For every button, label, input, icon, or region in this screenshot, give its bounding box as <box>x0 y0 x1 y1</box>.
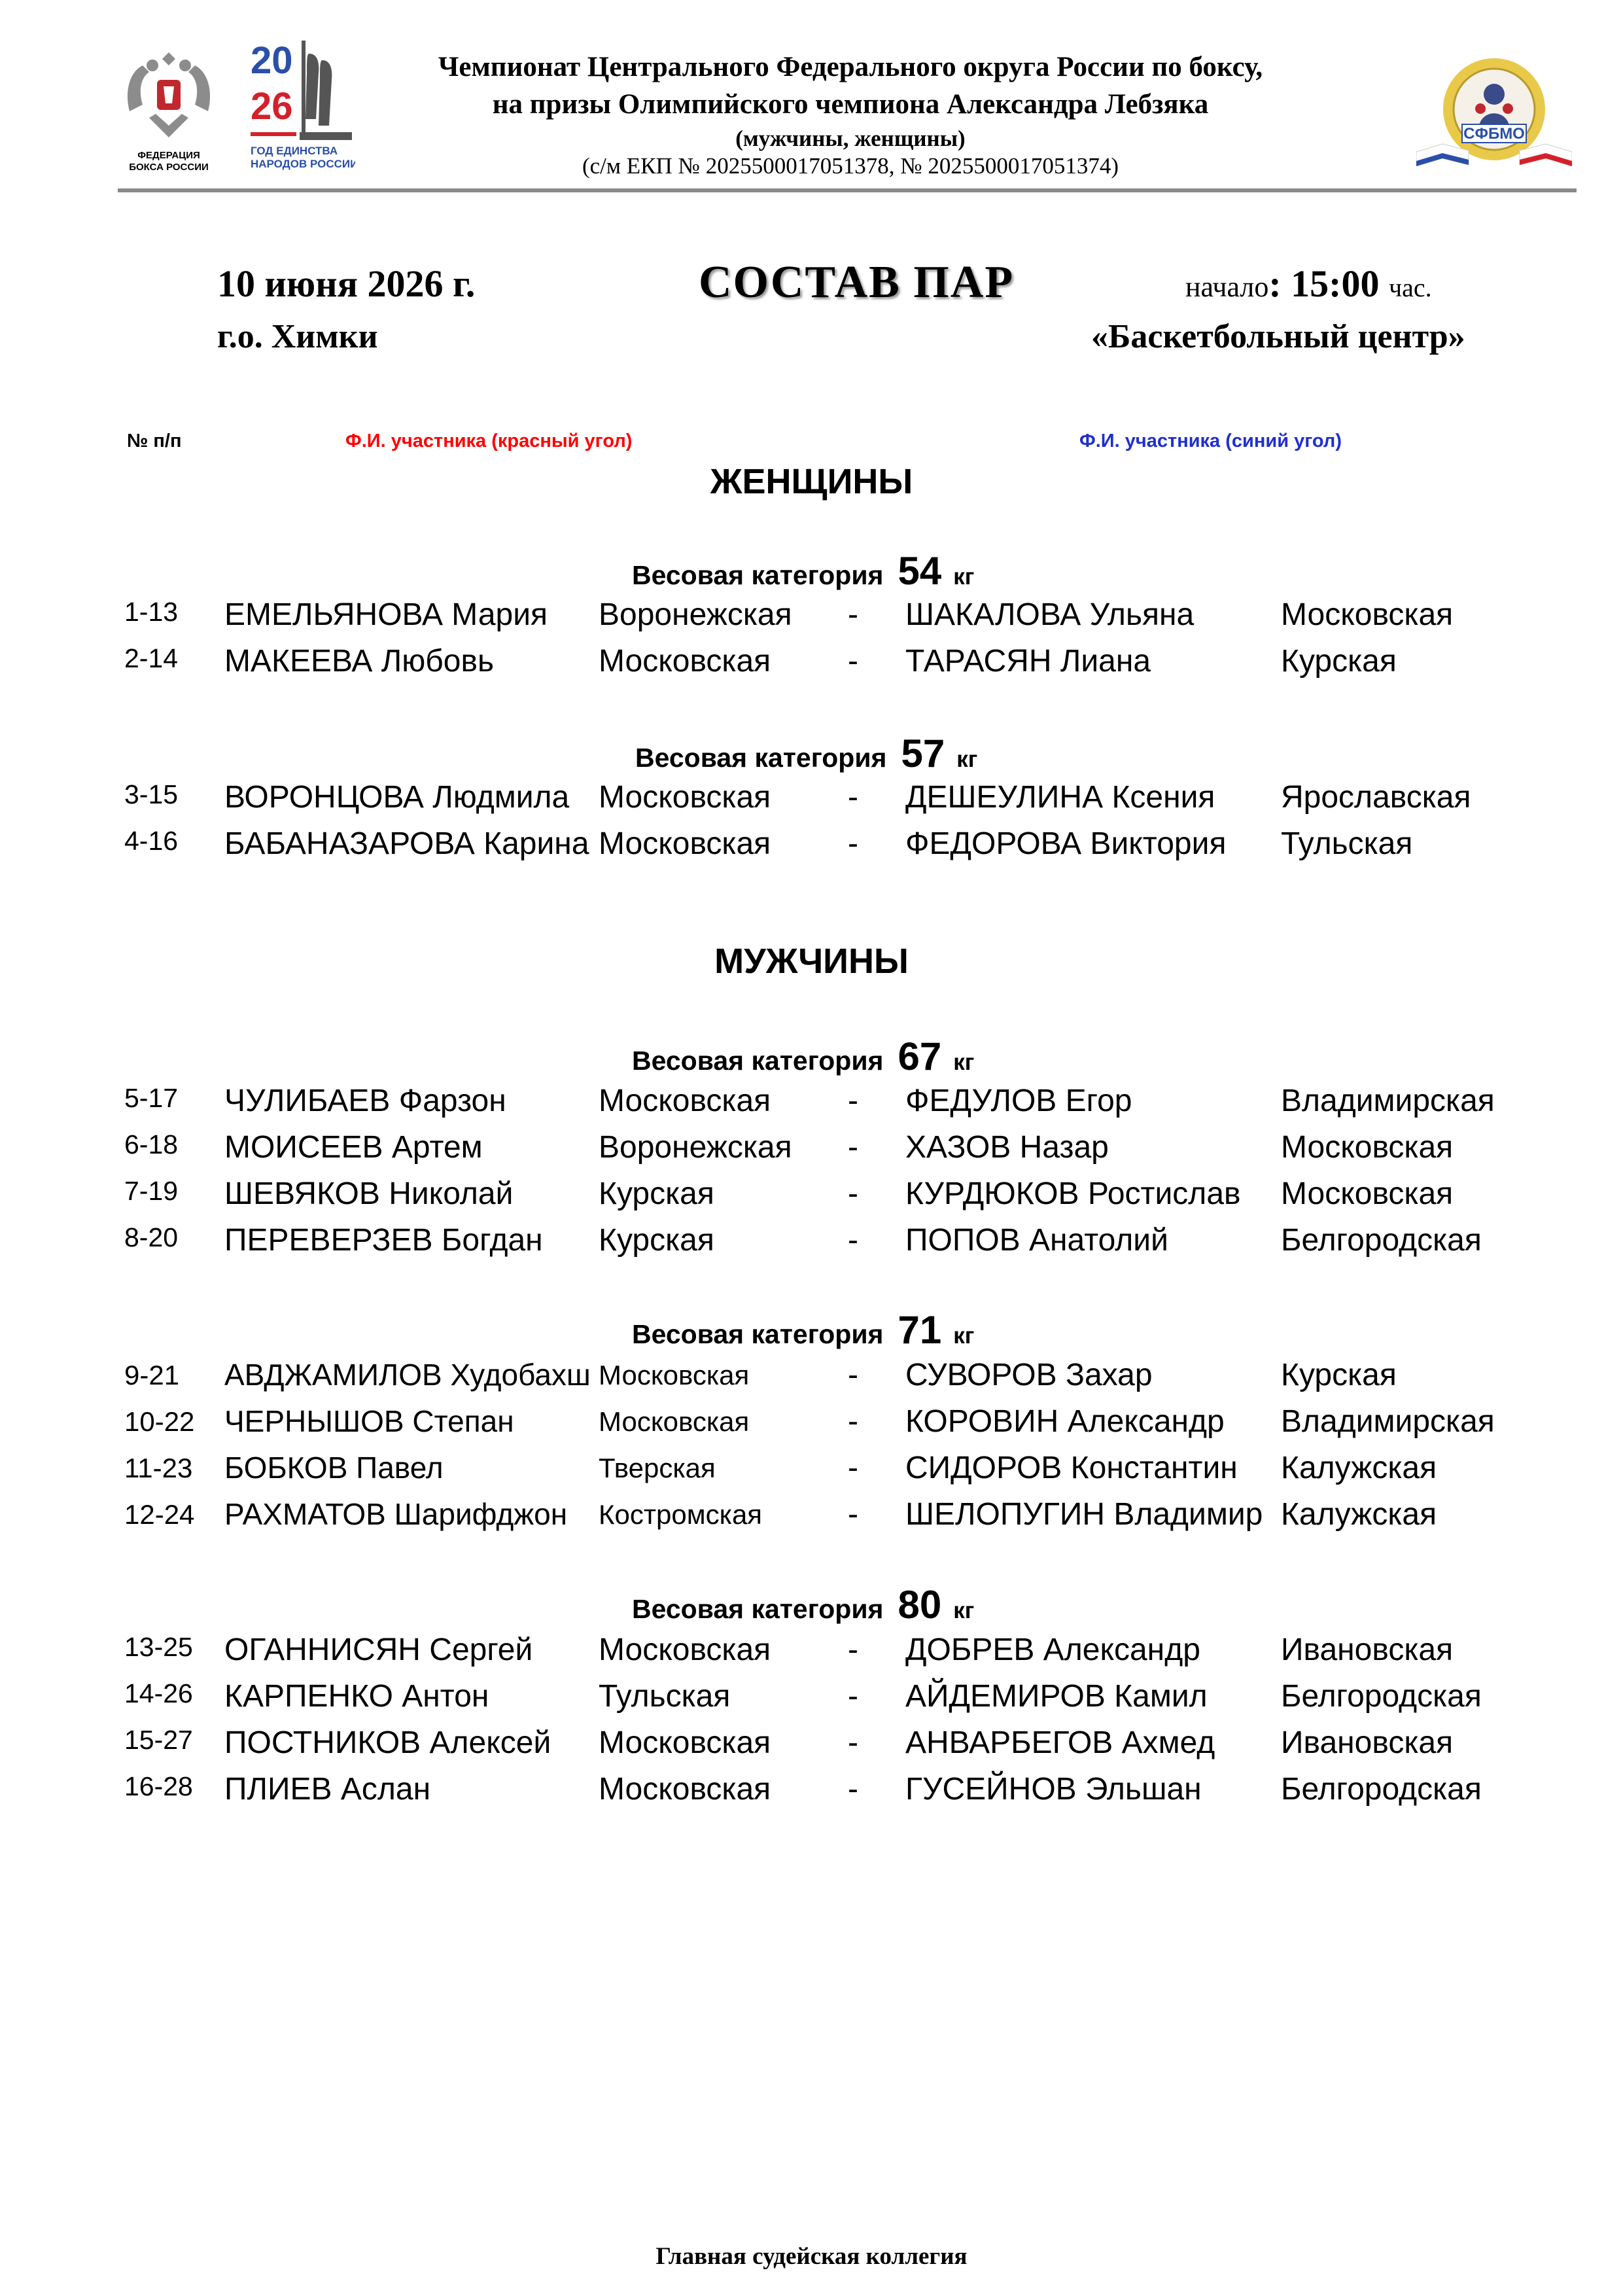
logo-year-top: 20 <box>251 39 293 82</box>
bout-row <box>0 1678 1623 1724</box>
bout-number: 8-20 <box>124 1222 179 1252</box>
red-corner-region: Московская <box>599 826 771 861</box>
blue-corner-region: Белгородская <box>1281 1223 1482 1258</box>
bout-separator: - <box>848 1451 858 1485</box>
red-corner-region: Курская <box>599 1223 714 1258</box>
blue-corner-name: АНВАРБЕГОВ Ахмед <box>905 1725 1215 1760</box>
bout-row <box>0 597 1623 643</box>
red-corner-name: РАХМАТОВ Шарифджон <box>224 1497 568 1531</box>
red-corner-name: МОИСЕЕВ Артем <box>224 1130 483 1165</box>
weight-category-label: Весовая категория <box>635 743 887 773</box>
blue-corner-region: Курская <box>1281 1358 1397 1392</box>
red-corner-name: ШЕВЯКОВ Николай <box>224 1176 514 1211</box>
header-line-2: на призы Олимпийского чемпиона Александра Лебзяка <box>492 89 1209 120</box>
header-line-1: Чемпионат Центрального Федерального округа России по боксу, <box>438 52 1263 82</box>
logo-text-line1: ФЕДЕРАЦИЯ <box>137 150 200 161</box>
red-corner-name: ЧУЛИБАЕВ Фарзон <box>224 1084 506 1118</box>
logo-year-bottom: 26 <box>251 85 293 128</box>
bout-number: 9-21 <box>124 1360 180 1390</box>
bout-separator: - <box>848 780 858 815</box>
bout-number: 15-27 <box>124 1725 193 1755</box>
bout-row <box>0 643 1623 689</box>
event-venue: «Баскетбольный центр» <box>1091 318 1465 355</box>
bout-separator: - <box>848 1176 858 1211</box>
weight-category-unit: кг <box>953 1323 975 1349</box>
blue-corner-name: ДЕШЕУЛИНА Ксения <box>905 780 1215 815</box>
bout-row <box>0 826 1623 872</box>
start-time-colon: : <box>1268 262 1282 305</box>
header-line-3: (мужчины, женщины) <box>735 126 966 151</box>
red-corner-region: Тульская <box>599 1679 731 1714</box>
page-title: СОСТАВ ПАР <box>699 257 1015 308</box>
weight-category-header <box>632 548 974 593</box>
bout-separator: - <box>848 1084 858 1118</box>
logo-caption-line1: ГОД ЕДИНСТВА <box>251 145 338 157</box>
bout-separator: - <box>848 1772 858 1807</box>
blue-corner-region: Калужская <box>1281 1451 1437 1485</box>
bout-row <box>0 1129 1623 1175</box>
blue-corner-region: Ярославская <box>1281 780 1471 815</box>
weight-category-value: 54 <box>898 549 942 593</box>
weight-category-label: Весовая категория <box>632 1046 884 1076</box>
red-corner-name: МАКЕЕВА Любовь <box>224 644 494 679</box>
bout-row <box>0 1771 1623 1817</box>
blue-corner-region: Белгородская <box>1281 1679 1482 1714</box>
event-date: 10 июня 2026 г. <box>217 262 476 305</box>
red-corner-region: Московская <box>599 1633 771 1667</box>
red-corner-name: ПЛИЕВ Аслан <box>224 1772 431 1807</box>
blue-corner-region: Курская <box>1281 644 1397 679</box>
bout-number: 2-14 <box>124 643 179 673</box>
weight-category-header <box>635 731 977 776</box>
event-city: г.о. Химки <box>217 318 378 355</box>
red-corner-name: ПОСТНИКОВ Алексей <box>224 1725 551 1760</box>
weight-category-header <box>632 1582 974 1627</box>
bout-separator: - <box>848 1404 858 1439</box>
blue-corner-name: ФЕДОРОВА Виктория <box>905 826 1227 861</box>
bout-number: 16-28 <box>124 1771 193 1801</box>
column-header-blue-corner: Ф.И. участника (синий угол) <box>1079 431 1342 451</box>
blue-corner-name: ШАКАЛОВА Ульяна <box>905 597 1195 632</box>
bout-separator: - <box>848 1223 858 1258</box>
weight-category-value: 57 <box>901 732 945 775</box>
footer-signature: Главная судейская коллегия <box>655 2243 968 2270</box>
bout-separator: - <box>848 1725 858 1760</box>
red-corner-region: Воронежская <box>599 597 792 632</box>
blue-corner-name: ГУСЕЙНОВ Эльшан <box>905 1772 1202 1807</box>
start-time-label: начало <box>1185 271 1269 303</box>
bout-separator: - <box>848 644 858 679</box>
blue-corner-name: ФЕДУЛОВ Егор <box>905 1084 1132 1118</box>
red-corner-name: ВОРОНЦОВА Людмила <box>224 780 570 815</box>
bout-number: 5-17 <box>124 1083 179 1113</box>
bout-separator: - <box>848 1130 858 1165</box>
blue-corner-region: Владимирская <box>1281 1084 1495 1118</box>
red-corner-name: ЧЕРНЫШОВ Степан <box>224 1404 514 1438</box>
weight-category-value: 71 <box>898 1308 942 1352</box>
weight-category-unit: кг <box>953 1598 975 1623</box>
red-corner-region: Московская <box>599 1725 771 1760</box>
red-corner-region: Московская <box>599 780 771 815</box>
regional-federation-logo <box>1416 54 1572 171</box>
bout-row <box>0 1357 1623 1403</box>
column-header-red-corner: Ф.И. участника (красный угол) <box>345 431 633 451</box>
logo-text-line2: БОКСА РОССИИ <box>129 162 209 173</box>
bout-number: 6-18 <box>124 1129 179 1159</box>
blue-corner-region: Московская <box>1281 1130 1454 1165</box>
red-corner-region: Московская <box>599 1406 750 1437</box>
bout-number: 14-26 <box>124 1678 193 1708</box>
weight-category-unit: кг <box>953 564 975 590</box>
bout-separator: - <box>848 1679 858 1714</box>
red-corner-region: Московская <box>599 1084 771 1118</box>
blue-corner-region: Владимирская <box>1281 1404 1495 1439</box>
red-corner-name: ПЕРЕВЕРЗЕВ Богдан <box>224 1223 543 1258</box>
red-corner-name: БАБАНАЗАРОВА Карина <box>224 826 589 861</box>
blue-corner-name: АЙДЕМИРОВ Камил <box>905 1679 1208 1714</box>
red-corner-name: ЕМЕЛЬЯНОВА Мария <box>224 597 548 632</box>
year-2026-logo <box>251 34 355 171</box>
weight-category-unit: кг <box>956 747 978 772</box>
bout-number: 12-24 <box>124 1499 195 1530</box>
weight-category-unit: кг <box>953 1050 975 1075</box>
blue-corner-name: ПОПОВ Анатолий <box>905 1223 1168 1258</box>
section-title-men: МУЖЧИНЫ <box>714 942 909 981</box>
bout-separator: - <box>848 597 858 632</box>
weight-category-header <box>632 1034 974 1079</box>
red-corner-region: Костромская <box>599 1499 763 1530</box>
blue-corner-region: Московская <box>1281 597 1454 632</box>
weight-category-header <box>632 1307 974 1352</box>
bout-number: 7-19 <box>124 1176 179 1206</box>
bout-row <box>0 1725 1623 1771</box>
bout-row <box>0 1176 1623 1222</box>
red-corner-region: Московская <box>599 1360 750 1390</box>
bout-separator: - <box>848 1358 858 1392</box>
blue-corner-region: Белгородская <box>1281 1772 1482 1807</box>
red-corner-name: АВДЖАМИЛОВ Худобахш <box>224 1358 591 1392</box>
bout-number: 11-23 <box>124 1453 193 1483</box>
bout-separator: - <box>848 1633 858 1667</box>
section-title-women: ЖЕНЩИНЫ <box>710 462 913 501</box>
weight-category-label: Весовая категория <box>632 1594 884 1624</box>
red-corner-region: Московская <box>599 644 771 679</box>
weight-category-value: 80 <box>898 1583 942 1627</box>
blue-corner-name: СУВОРОВ Захар <box>905 1358 1153 1392</box>
red-corner-name: КАРПЕНКО Антон <box>224 1679 489 1714</box>
boxing-federation-logo <box>116 39 221 173</box>
blue-corner-region: Ивановская <box>1281 1725 1454 1760</box>
blue-corner-name: КУРДЮКОВ Ростислав <box>905 1176 1241 1211</box>
bout-number: 1-13 <box>124 597 179 627</box>
red-corner-region: Тверская <box>599 1453 716 1483</box>
bout-number: 4-16 <box>124 826 179 856</box>
bout-row <box>0 1632 1623 1678</box>
blue-corner-region: Тульская <box>1281 826 1413 861</box>
red-corner-region: Московская <box>599 1772 771 1807</box>
bout-number: 3-15 <box>124 779 179 809</box>
column-header-number: № п/п <box>127 431 182 451</box>
weight-category-label: Весовая категория <box>632 560 884 590</box>
blue-corner-name: ШЕЛОПУГИН Владимир <box>905 1497 1263 1532</box>
bout-row <box>0 1496 1623 1542</box>
start-time-unit: час. <box>1388 273 1432 302</box>
red-corner-name: ОГАННИСЯН Сергей <box>224 1633 533 1667</box>
bout-row <box>0 1450 1623 1496</box>
blue-corner-name: ХАЗОВ Назар <box>905 1130 1109 1165</box>
bout-number: 13-25 <box>124 1632 193 1662</box>
red-corner-name: БОБКОВ Павел <box>224 1451 444 1485</box>
bout-row <box>0 779 1623 825</box>
red-corner-region: Курская <box>599 1176 714 1211</box>
blue-corner-name: ДОБРЕВ Александр <box>905 1633 1200 1667</box>
blue-corner-region: Московская <box>1281 1176 1454 1211</box>
weight-category-value: 67 <box>898 1034 942 1078</box>
header-line-4: (с/м ЕКП № 2025500017051378, № 2025500017051374) <box>582 153 1119 179</box>
blue-corner-name: СИДОРОВ Константин <box>905 1451 1238 1485</box>
bout-separator: - <box>848 826 858 861</box>
blue-corner-region: Калужская <box>1281 1497 1437 1532</box>
start-time-value: 15:00 <box>1281 262 1389 305</box>
weight-category-label: Весовая категория <box>632 1319 884 1349</box>
bout-separator: - <box>848 1497 858 1532</box>
red-corner-region: Воронежская <box>599 1130 792 1165</box>
header-divider <box>118 188 1577 192</box>
blue-corner-name: КОРОВИН Александр <box>905 1404 1225 1439</box>
logo-caption-line2: НАРОДОВ РОССИИ <box>251 158 355 170</box>
logo-sfbmo-text: СФБМО <box>1463 125 1525 143</box>
bout-number: 10-22 <box>124 1406 195 1437</box>
bout-row <box>0 1083 1623 1129</box>
blue-corner-region: Ивановская <box>1281 1633 1454 1667</box>
blue-corner-name: ТАРАСЯН Лиана <box>905 644 1151 679</box>
bout-row <box>0 1222 1623 1268</box>
start-time <box>1185 262 1432 306</box>
bout-row <box>0 1404 1623 1449</box>
